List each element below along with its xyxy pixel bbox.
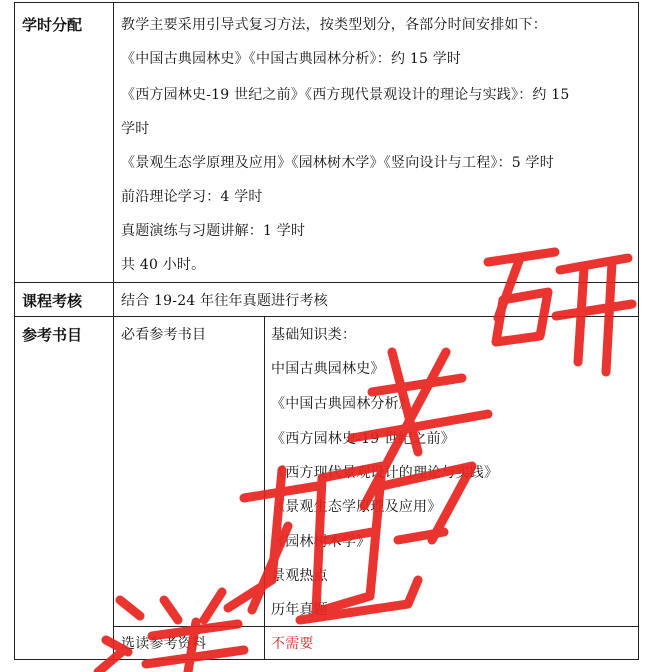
hours-line-5: 《景观生态学原理及应用》《园林树木学》《竖向设计与工程》：5 学时 (121, 155, 554, 171)
required-book-6: 《景观生态学原理及应用》 (271, 499, 442, 515)
optional-books-label: 选读参考资料 (121, 636, 207, 652)
table-border-right (638, 2, 639, 660)
optional-books-value: 不需要 (271, 636, 314, 652)
hours-line-7: 真题演练与习题讲解：1 学时 (121, 223, 306, 239)
row-divider-hours-exam (14, 282, 639, 283)
required-book-9: 历年真题 (271, 602, 328, 618)
hours-label: 学时分配 (22, 16, 83, 34)
books-label: 参考书目 (22, 326, 83, 344)
required-book-4: 《西方园林史-19 世纪之前》 (271, 431, 455, 447)
hours-line-2: 《中国古典园林史》《中国古典园林分析》：约 15 学时 (121, 51, 462, 67)
required-books-label: 必看参考书目 (121, 327, 207, 343)
required-book-2: 中国古典园林史》 (271, 361, 385, 377)
required-book-8: 景观热点 (271, 568, 328, 584)
required-book-5: 《西方现代景观设计的理论与实践》 (271, 465, 499, 481)
hours-line-4: 学时 (121, 121, 150, 137)
table-border-left (14, 2, 15, 660)
hours-line-8: 共 40 小时。 (121, 257, 206, 273)
required-book-3: 《中国古典园林分析》 (271, 396, 413, 412)
table-border-top (14, 2, 639, 3)
books-subcolumn-divider (264, 316, 265, 660)
hours-line-1: 教学主要采用引导式复习方法，按类型划分，各部分时间安排如下： (121, 17, 547, 33)
exam-text: 结合 19-24 年往年真题进行考核 (121, 293, 328, 309)
watermark-glyph-4 (488, 252, 632, 372)
required-book-1: 基础知识类： (271, 327, 357, 343)
exam-label: 课程考核 (22, 292, 83, 310)
hours-line-3: 《西方园林史-19 世纪之前》《西方现代景观设计的理论与实践》：约 15 (121, 87, 570, 103)
label-column-divider (113, 2, 114, 660)
required-book-7: 《园林树木学》 (271, 534, 371, 550)
hours-line-6: 前沿理论学习：4 学时 (121, 189, 263, 205)
row-divider-books-optional (113, 626, 639, 627)
table-border-bottom (14, 659, 639, 660)
row-divider-exam-books (14, 316, 639, 317)
watermark-glyph-1 (98, 592, 244, 672)
